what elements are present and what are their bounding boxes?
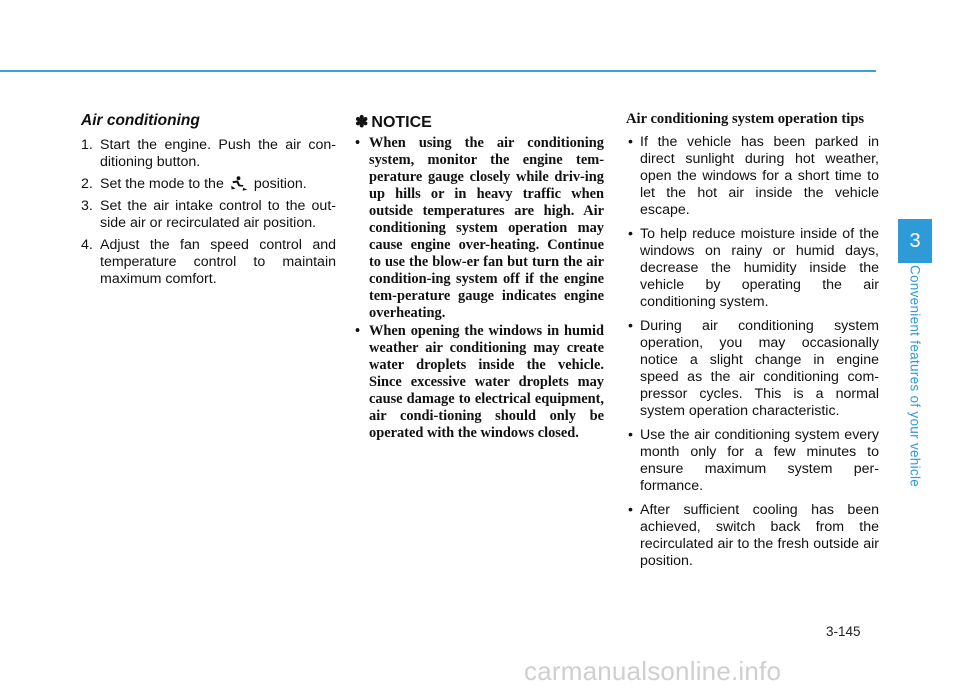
tip-text: After sufficient cooling has been achieved, switch back from the recirculated air to the fresh outside air position.: [640, 502, 879, 569]
step-text: Adjust the fan speed control and temperature control to maintain maximum comfort.: [100, 237, 336, 287]
tip-text: To help reduce moisture inside of the windows on rainy or humid days, decrease the humidity inside the vehicle by operating the air conditioning system.: [640, 226, 879, 310]
tip-item: [626, 502, 879, 570]
tips-section: [626, 108, 879, 577]
notice-text: When opening the windows in humid weather air conditioning may create water droplets inside the vehicle. Since excessive water droplets may cause damage to electrical equipment, air condi-tioning should only be operated with the windows closed.: [369, 323, 604, 441]
step-text: Set the air intake control to the out-side air or recirculated air position.: [100, 198, 336, 231]
bullet-icon: •: [628, 427, 633, 443]
notice-text: When using the air conditioning system, monitor the engine tem-perature gauge closely while driv-ing up hills or in heavy traffic when outside temperatures are high. Air conditioning system operation may cause engine over-heating. Continue to use the blow-er fan but turn the air condition-ing system off if the engine tem-perature gauge indicates engine overheating.: [369, 135, 604, 321]
bullet-icon: •: [355, 323, 361, 339]
tip-item: [626, 318, 879, 420]
steps-list: [81, 137, 336, 288]
bullet-icon: •: [628, 502, 633, 518]
floor-vent-mode-icon: [230, 176, 248, 191]
bullet-icon: •: [628, 318, 633, 334]
page-number: 3-145: [826, 624, 861, 639]
notice-title: [355, 112, 604, 132]
tip-item: [626, 134, 879, 219]
notice-item: [355, 323, 604, 442]
bullet-icon: •: [628, 226, 633, 242]
asterisk-icon: ✽: [355, 114, 369, 131]
notice-label: NOTICE: [371, 114, 432, 131]
step-text-before: Set the mode to the: [100, 176, 224, 192]
bullet-icon: •: [355, 135, 361, 151]
tips-list: [626, 134, 879, 570]
step-item: 1. Start the engine. Push the air con-ditioning button.: [81, 137, 336, 170]
notice-list: [355, 135, 604, 442]
step-item: 4. Adjust the fan speed control and temperature control to maintain maximum comfort.: [81, 237, 336, 287]
chapter-title-vertical: Convenient features of your vehicle: [907, 264, 923, 488]
watermark: carmanualsonline.info: [524, 656, 782, 686]
tip-text: Use the air conditioning system every month only for a few minutes to ensure maximum system per-formance.: [640, 427, 879, 494]
tip-text: If the vehicle has been parked in direct sunlight during hot weather, open the windows for a short time to let the hot air inside the vehicle escape.: [640, 134, 879, 218]
tip-item: [626, 427, 879, 495]
notice-item: [355, 135, 604, 322]
step-text-after: position.: [253, 176, 307, 192]
tips-title: Air conditioning system operation tips: [626, 111, 865, 127]
notice-box: [355, 108, 604, 443]
step-item: 2. Set the mode to the position.: [81, 176, 307, 192]
section-title: Air conditioning: [81, 112, 200, 129]
air-conditioning-section: [81, 108, 336, 293]
step-item: 3. Set the air intake control to the out-side air or recirculated air position.: [81, 198, 336, 231]
bullet-icon: •: [628, 134, 633, 150]
chapter-number-tab: 3: [898, 219, 932, 263]
step-text: Start the engine. Push the air con-ditioning button.: [100, 137, 336, 170]
tip-text: During air conditioning system operation, you may occasionally notice a slight change in engine speed as the air conditioning com-pressor cycles. This is a normal system operation characteristic.: [640, 318, 879, 419]
tip-item: [626, 226, 879, 311]
header-rule: [0, 70, 876, 72]
